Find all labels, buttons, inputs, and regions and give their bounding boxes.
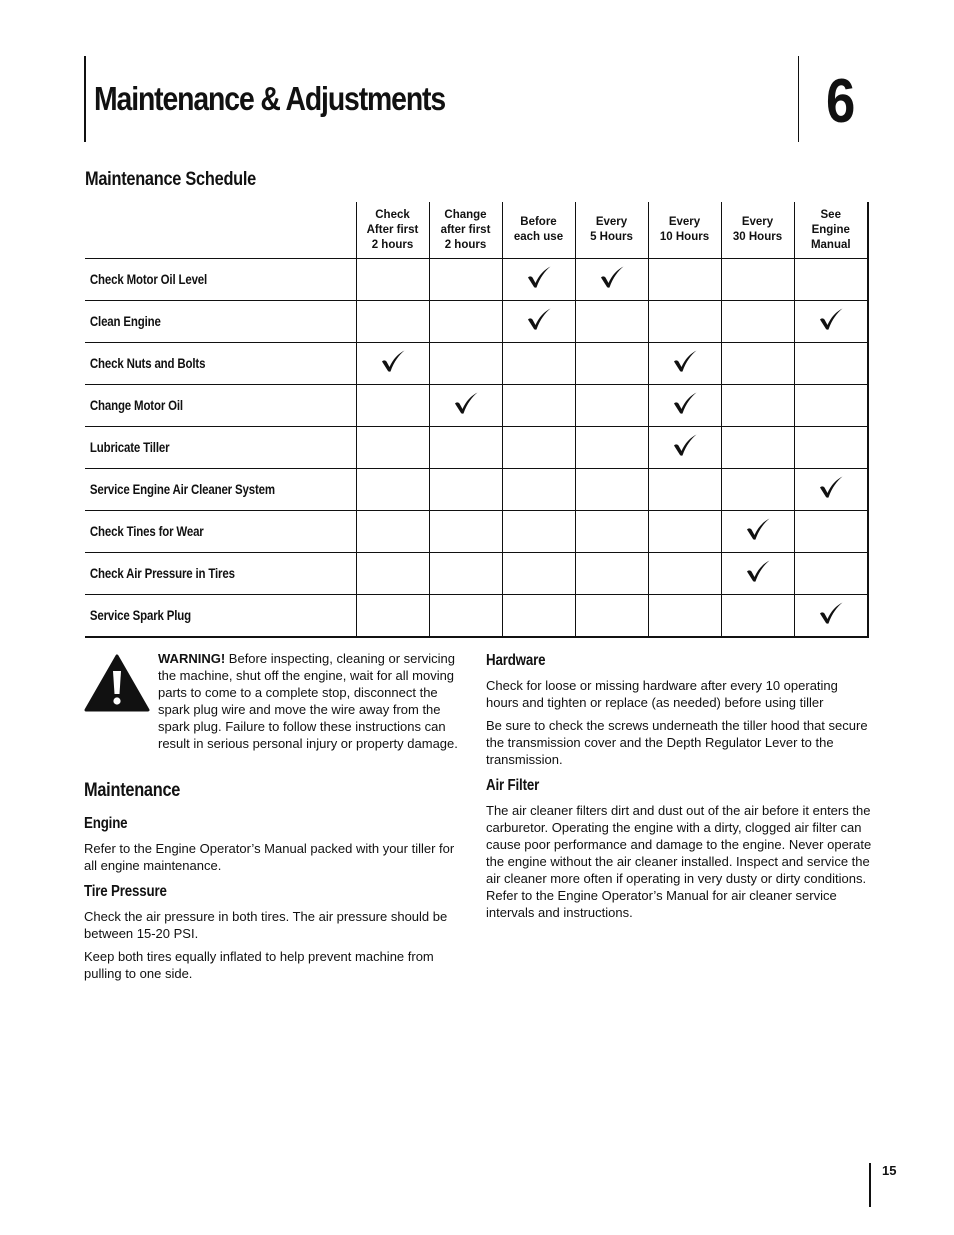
schedule-cell <box>575 259 648 301</box>
page-title: Maintenance & Adjustments <box>94 80 446 117</box>
schedule-cell <box>794 385 868 427</box>
schedule-cell <box>356 259 429 301</box>
column-header: Every 30 Hours <box>721 202 794 259</box>
schedule-cell <box>502 301 575 343</box>
schedule-header-row <box>85 202 868 259</box>
checkmark-icon <box>745 517 771 541</box>
schedule-cell <box>429 343 502 385</box>
schedule-row <box>85 259 868 301</box>
checkmark-icon <box>526 307 552 331</box>
schedule-cell <box>794 427 868 469</box>
task-cell <box>85 343 356 385</box>
schedule-cell <box>721 469 794 511</box>
schedule-cell <box>794 259 868 301</box>
schedule-cell <box>575 595 648 638</box>
schedule-cell <box>721 385 794 427</box>
task-label: Check Motor Oil Level <box>89 270 208 287</box>
schedule-cell <box>794 595 868 638</box>
schedule-cell <box>429 595 502 638</box>
schedule-title: Maintenance Schedule <box>85 169 257 190</box>
schedule-row <box>85 511 868 553</box>
task-cell <box>85 595 356 638</box>
checkmark-icon <box>526 265 552 289</box>
schedule-cell <box>648 595 721 638</box>
hardware-heading: Hardware <box>486 652 546 669</box>
schedule-cell <box>721 511 794 553</box>
schedule-cell <box>721 427 794 469</box>
schedule-cell <box>502 553 575 595</box>
column-header: Before each use <box>502 202 575 259</box>
task-label: Clean Engine <box>89 312 161 329</box>
schedule-cell <box>502 427 575 469</box>
maintenance-schedule-table <box>85 202 869 638</box>
schedule-row <box>85 301 868 343</box>
tire-pressure-text-1: Check the air pressure in both tires. The air pressure should be between 15-20 PSI. <box>84 909 448 941</box>
schedule-cell <box>648 301 721 343</box>
column-header: Every 10 Hours <box>648 202 721 259</box>
schedule-cell <box>356 427 429 469</box>
schedule-cell <box>502 259 575 301</box>
schedule-cell <box>794 301 868 343</box>
schedule-cell <box>429 469 502 511</box>
schedule-cell <box>429 511 502 553</box>
schedule-cell <box>575 301 648 343</box>
schedule-cell <box>575 385 648 427</box>
maintenance-heading: Maintenance <box>84 780 181 801</box>
air-filter-heading: Air Filter <box>486 777 540 794</box>
schedule-cell <box>502 595 575 638</box>
schedule-cell <box>356 385 429 427</box>
schedule-cell <box>429 301 502 343</box>
schedule-row <box>85 595 868 638</box>
warning-label: WARNING! <box>158 651 226 666</box>
task-cell <box>85 301 356 343</box>
schedule-cell <box>648 469 721 511</box>
schedule-row <box>85 553 868 595</box>
schedule-cell <box>721 259 794 301</box>
checkmark-icon <box>818 307 844 331</box>
checkmark-icon <box>380 349 406 373</box>
schedule-cell <box>502 469 575 511</box>
task-label: Service Spark Plug <box>89 606 191 623</box>
warning-icon <box>84 654 150 712</box>
task-cell <box>85 385 356 427</box>
schedule-cell <box>356 469 429 511</box>
checkmark-icon <box>672 433 698 457</box>
task-label: Service Engine Air Cleaner System <box>89 480 275 497</box>
schedule-cell <box>575 511 648 553</box>
checkmark-icon <box>818 601 844 625</box>
schedule-cell <box>356 553 429 595</box>
schedule-cell <box>648 553 721 595</box>
checkmark-icon <box>672 349 698 373</box>
schedule-cell <box>429 427 502 469</box>
schedule-cell <box>721 553 794 595</box>
schedule-row <box>85 343 868 385</box>
schedule-cell <box>721 595 794 638</box>
schedule-cell <box>429 259 502 301</box>
hardware-text-1: Check for loose or missing hardware after every 10 operating hours and tighten or replace (as needed) before using tiller <box>486 678 838 710</box>
schedule-cell <box>794 511 868 553</box>
schedule-cell <box>356 595 429 638</box>
engine-heading: Engine <box>84 815 128 832</box>
task-label: Check Tines for Wear <box>89 522 204 539</box>
header-rule-right <box>798 56 799 142</box>
engine-text: Refer to the Engine Operator’s Manual packed with your tiller for all engine maintenance. <box>84 841 455 873</box>
column-header: Check After first 2 hours <box>356 202 429 259</box>
task-cell <box>85 511 356 553</box>
schedule-cell <box>794 343 868 385</box>
checkmark-icon <box>672 391 698 415</box>
task-label: Lubricate Tiller <box>89 438 170 455</box>
task-cell <box>85 469 356 511</box>
warning-text <box>158 650 460 752</box>
schedule-cell <box>575 343 648 385</box>
schedule-cell <box>356 301 429 343</box>
checkmark-icon <box>818 475 844 499</box>
column-header: See Engine Manual <box>794 202 868 259</box>
schedule-cell <box>721 343 794 385</box>
checkmark-icon <box>453 391 479 415</box>
tire-pressure-heading: Tire Pressure <box>84 883 167 900</box>
schedule-cell <box>356 511 429 553</box>
schedule-cell <box>429 385 502 427</box>
page-number: 15 <box>882 1163 897 1178</box>
schedule-cell <box>648 427 721 469</box>
schedule-cell <box>502 385 575 427</box>
schedule-cell <box>648 343 721 385</box>
tire-pressure-text-2: Keep both tires equally inflated to help prevent machine from pulling to one side. <box>84 949 434 981</box>
schedule-cell <box>648 259 721 301</box>
schedule-cell <box>356 343 429 385</box>
column-header: Change after first 2 hours <box>429 202 502 259</box>
chapter-number: 6 <box>826 67 856 136</box>
header-rule-left <box>84 56 86 142</box>
task-label: Check Air Pressure in Tires <box>89 564 235 581</box>
task-cell <box>85 553 356 595</box>
task-cell <box>85 259 356 301</box>
task-column-header <box>85 202 356 259</box>
schedule-cell <box>575 469 648 511</box>
column-header: Every 5 Hours <box>575 202 648 259</box>
schedule-cell <box>794 469 868 511</box>
schedule-cell <box>502 343 575 385</box>
task-label: Check Nuts and Bolts <box>89 354 206 371</box>
task-label: Change Motor Oil <box>89 396 183 413</box>
schedule-row <box>85 469 868 511</box>
air-filter-text: The air cleaner filters dirt and dust out of the air before it enters the carburetor. Operating the engine with a dirty, clogged air filter can cause poor performance and damage to the engine. Never operate the engine without the air cleaner installed. Inspect and service the air cleaner more often if operating in very dusty or dirty conditions. Refer to the Engine Operator’s Manual for air cleaner service intervals and instructions. <box>486 803 872 920</box>
schedule-row <box>85 427 868 469</box>
page-number-rule <box>869 1163 871 1207</box>
checkmark-icon <box>745 559 771 583</box>
schedule-cell <box>648 511 721 553</box>
schedule-cell <box>648 385 721 427</box>
schedule-cell <box>794 553 868 595</box>
hardware-text-2: Be sure to check the screws underneath the tiller hood that secure the transmission cover and the Depth Regulator Lever to the transmission. <box>486 718 868 767</box>
checkmark-icon <box>599 265 625 289</box>
schedule-cell <box>575 427 648 469</box>
schedule-cell <box>575 553 648 595</box>
schedule-row <box>85 385 868 427</box>
schedule-cell <box>721 301 794 343</box>
task-cell <box>85 427 356 469</box>
schedule-cell <box>502 511 575 553</box>
schedule-cell <box>429 553 502 595</box>
warning-body: Before inspecting, cleaning or servicing the machine, shut off the engine, wait for all moving parts to come to a complete stop, disconnect the spark plug wire and move the wire away from the spark plug. Failure to follow these instructions can result in serious personal injury or property damage. <box>158 651 458 751</box>
